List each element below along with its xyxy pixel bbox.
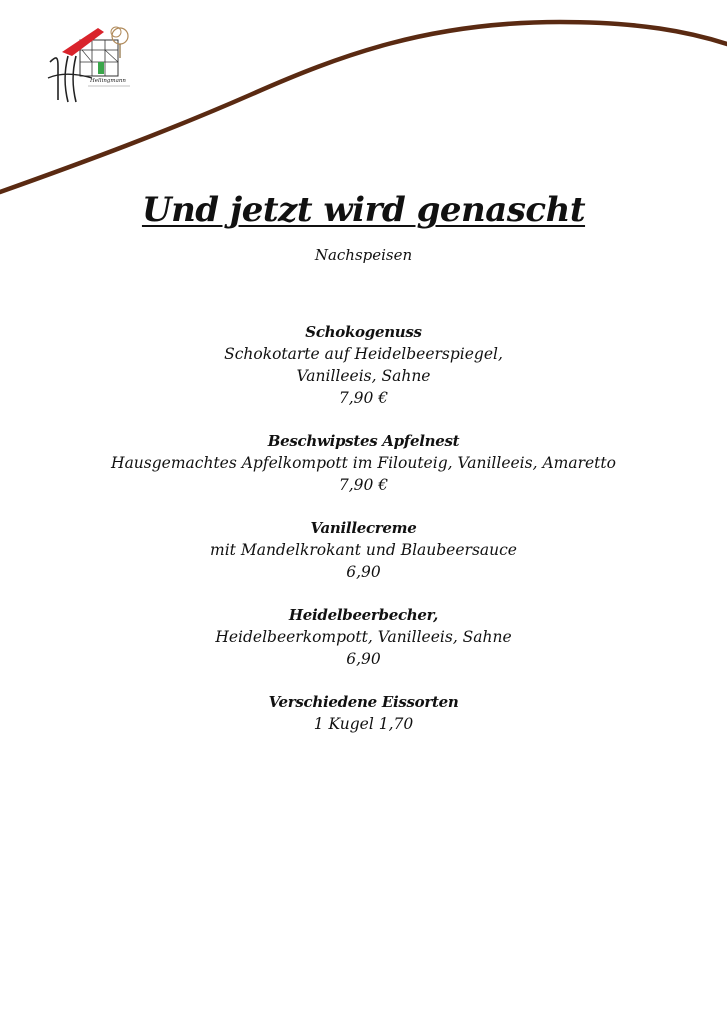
dessert-menu [0, 321, 727, 756]
menu-item-price: 7,90 € [338, 389, 389, 407]
menu-item-heidelbeerbecher [0, 604, 727, 670]
menu-item-name: Heidelbeerbecher, [288, 606, 439, 624]
menu-item-eissorten [0, 691, 727, 735]
menu-item-description: 1 Kugel 1,70 [313, 715, 414, 733]
menu-item-apfelnest [0, 430, 727, 496]
menu-item-vanillecreme [0, 517, 727, 583]
page-title: Und jetzt wird genascht [141, 190, 586, 230]
menu-item-price: 6,90 [346, 650, 381, 668]
menu-item-description: Vanilleeis, Sahne [296, 367, 431, 385]
svg-text:Hellingmann: Hellingmann [90, 78, 126, 84]
menu-item-description: Hausgemachtes Apfelkompott im Filouteig, Vanilleeis, Amaretto [111, 454, 616, 472]
menu-item-description: Heidelbeerkompott, Vanilleeis, Sahne [215, 628, 512, 646]
menu-item-name: Schokogenuss [305, 323, 422, 341]
menu-item-name: Beschwipstes Apfelnest [267, 432, 460, 450]
menu-item-description: mit Mandelkrokant und Blaubeersauce [210, 541, 517, 559]
menu-item-description: Schokotarte auf Heidelbeerspiegel, [224, 345, 503, 363]
page-subtitle: Nachspeisen [314, 246, 413, 264]
menu-item-schokogenuss [0, 321, 727, 409]
menu-item-price: 6,90 [346, 563, 381, 581]
restaurant-logo [42, 22, 132, 110]
menu-item-price: 7,90 € [338, 476, 389, 494]
menu-item-name: Verschiedene Eissorten [268, 693, 459, 711]
menu-item-name: Vanillecreme [310, 519, 417, 537]
